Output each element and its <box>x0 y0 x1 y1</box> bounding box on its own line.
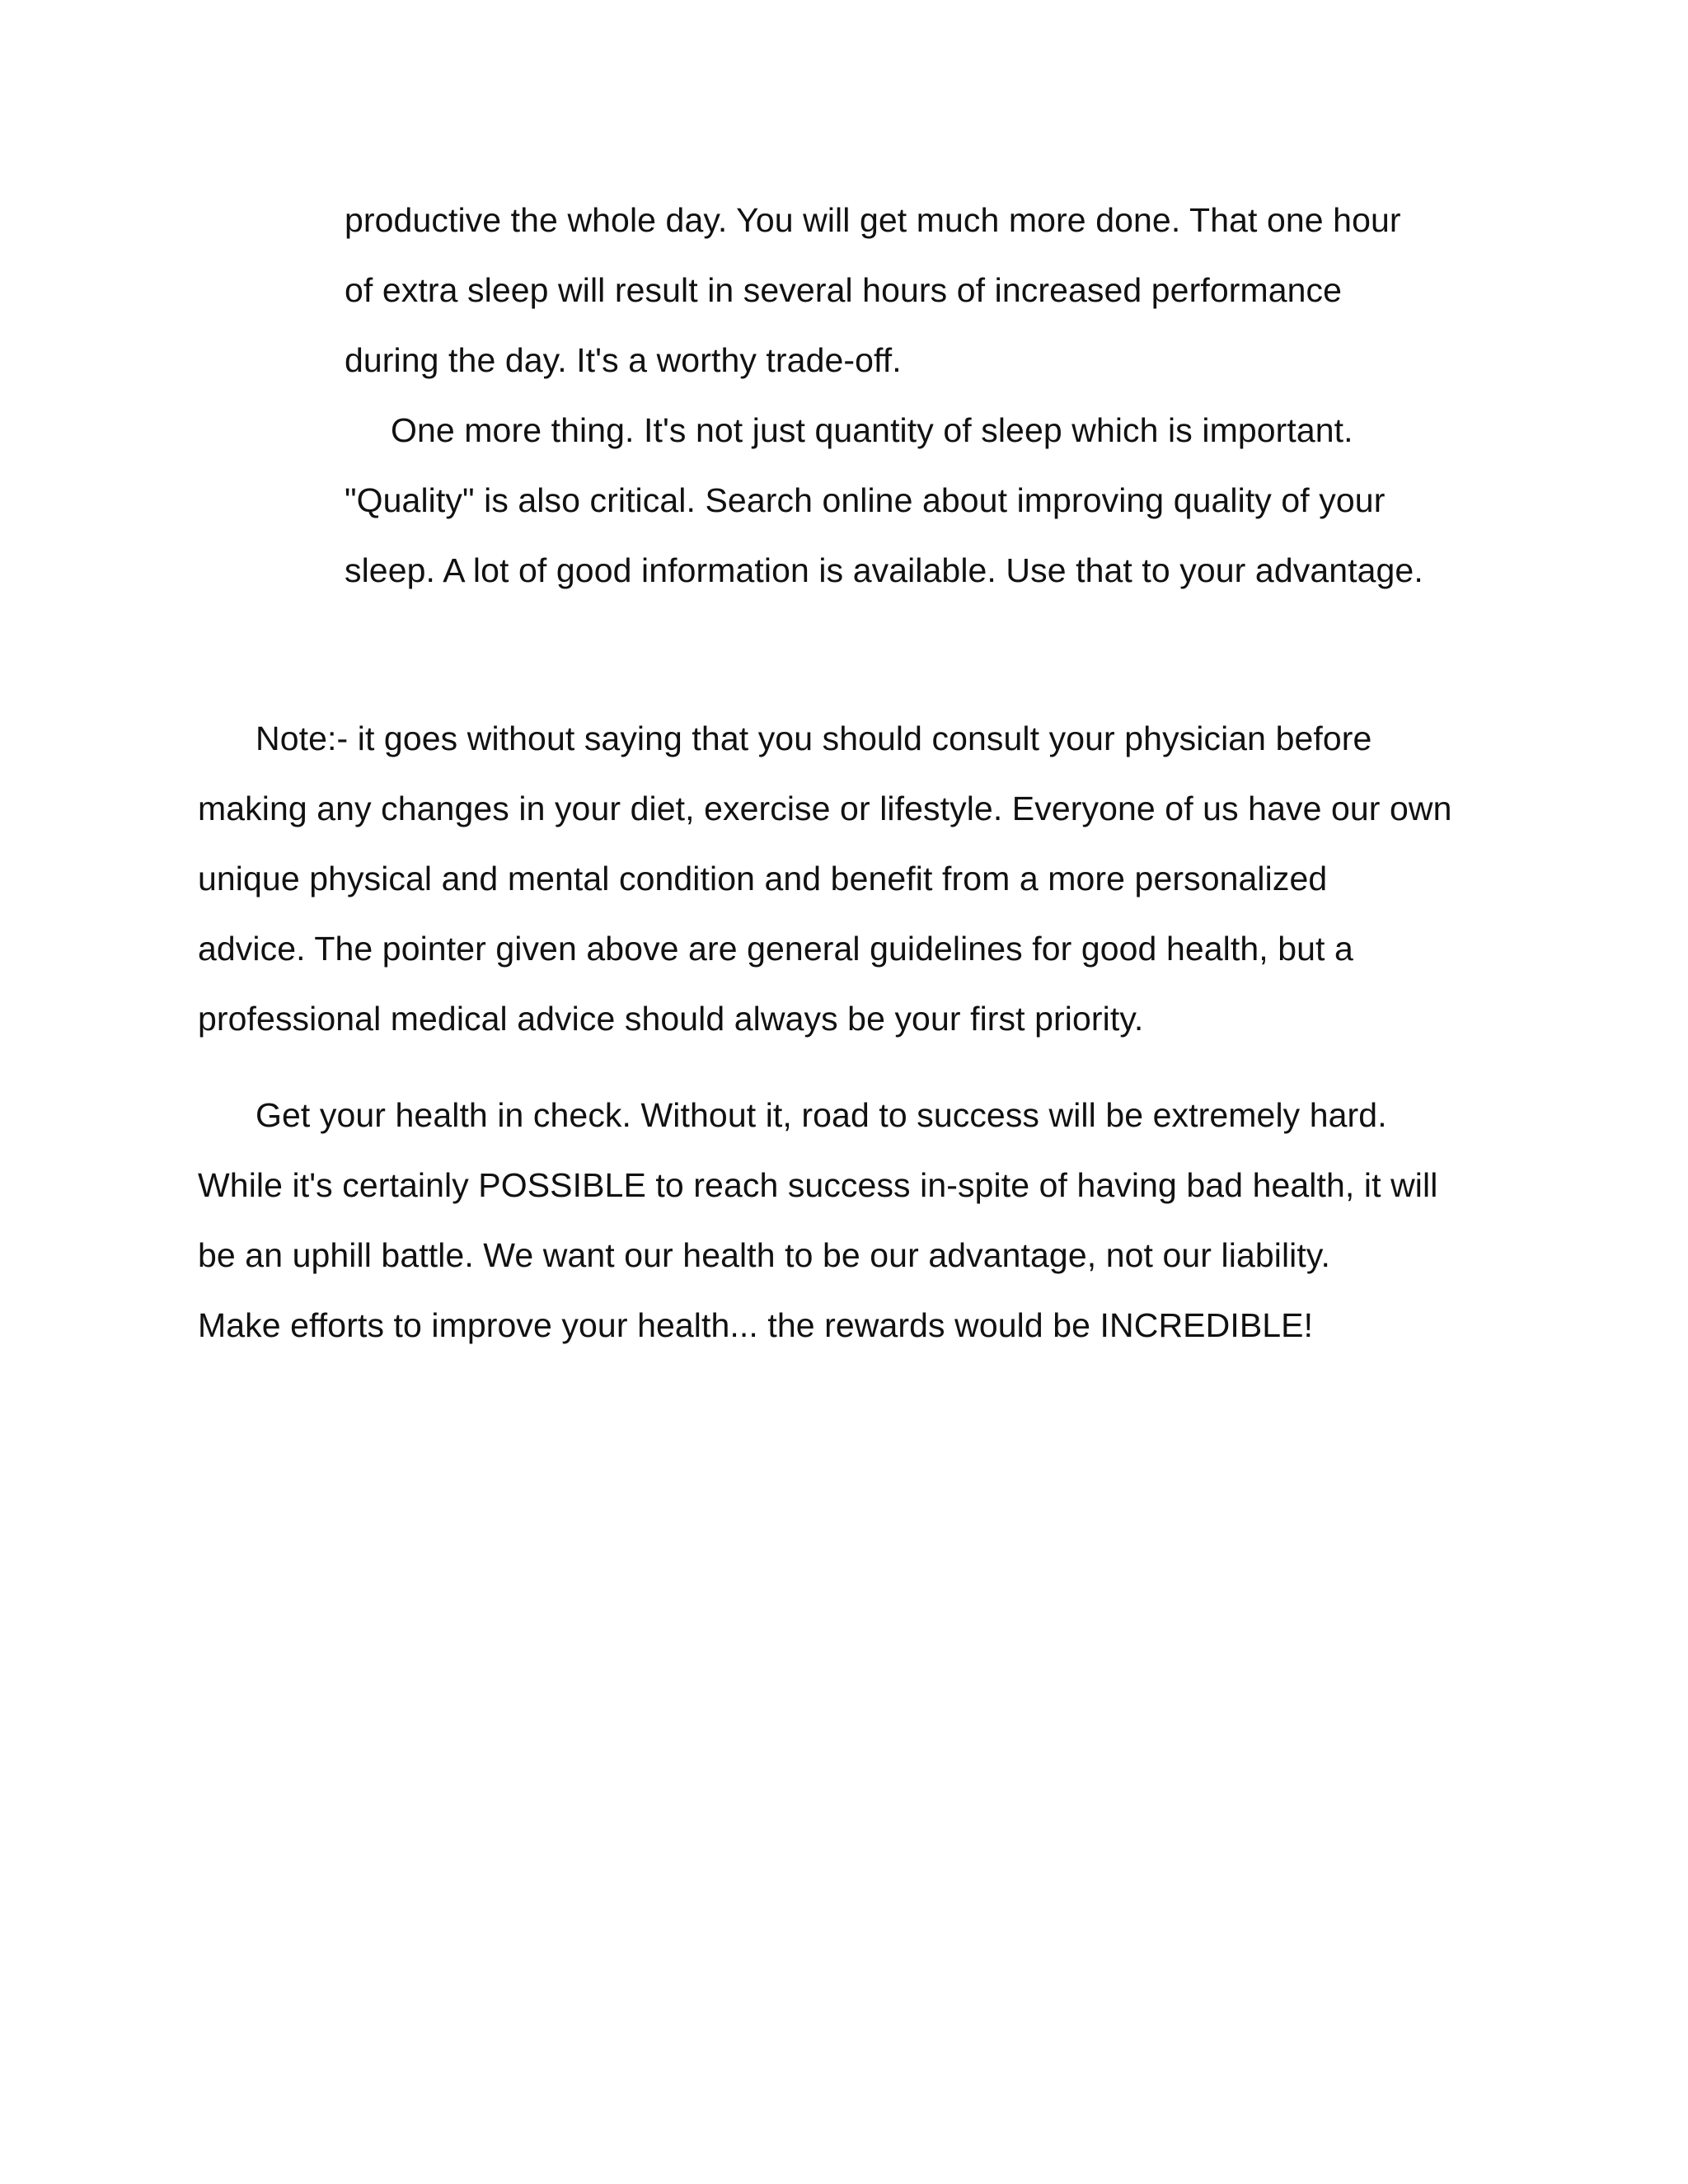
text-line: While it's certainly POSSIBLE to reach success in-spite of having bad health, it will <box>198 1166 1438 1204</box>
text-line: during the day. It's a worthy trade-off. <box>345 341 902 379</box>
text-line: professional medical advice should always be your first priority. <box>198 1000 1144 1038</box>
text-line: Make efforts to improve your health... the rewards would be INCREDIBLE! <box>198 1306 1314 1344</box>
text-line: Get your health in check. Without it, road to success will be extremely hard. <box>256 1096 1387 1134</box>
text-line: advice. The pointer given above are general guidelines for good health, but a <box>198 930 1353 968</box>
text-line: productive the whole day. You will get much more done. That one hour <box>345 201 1401 239</box>
text-line: "Quality" is also critical. Search online about improving quality of your <box>345 481 1386 519</box>
text-line: sleep. A lot of good information is available. Use that to your advantage. <box>345 551 1423 589</box>
text-line: One more thing. It's not just quantity of sleep which is important. <box>391 411 1353 449</box>
text-line: be an uphill battle. We want our health to be our advantage, not our liability. <box>198 1236 1330 1274</box>
text-line: making any changes in your diet, exercise or lifestyle. Everyone of us have our own <box>198 790 1452 827</box>
text-line: unique physical and mental condition and benefit from a more personalized <box>198 860 1328 898</box>
text-line: Note:- it goes without saying that you should consult your physician before <box>256 719 1372 757</box>
text-line: of extra sleep will result in several hours of increased performance <box>345 271 1343 309</box>
